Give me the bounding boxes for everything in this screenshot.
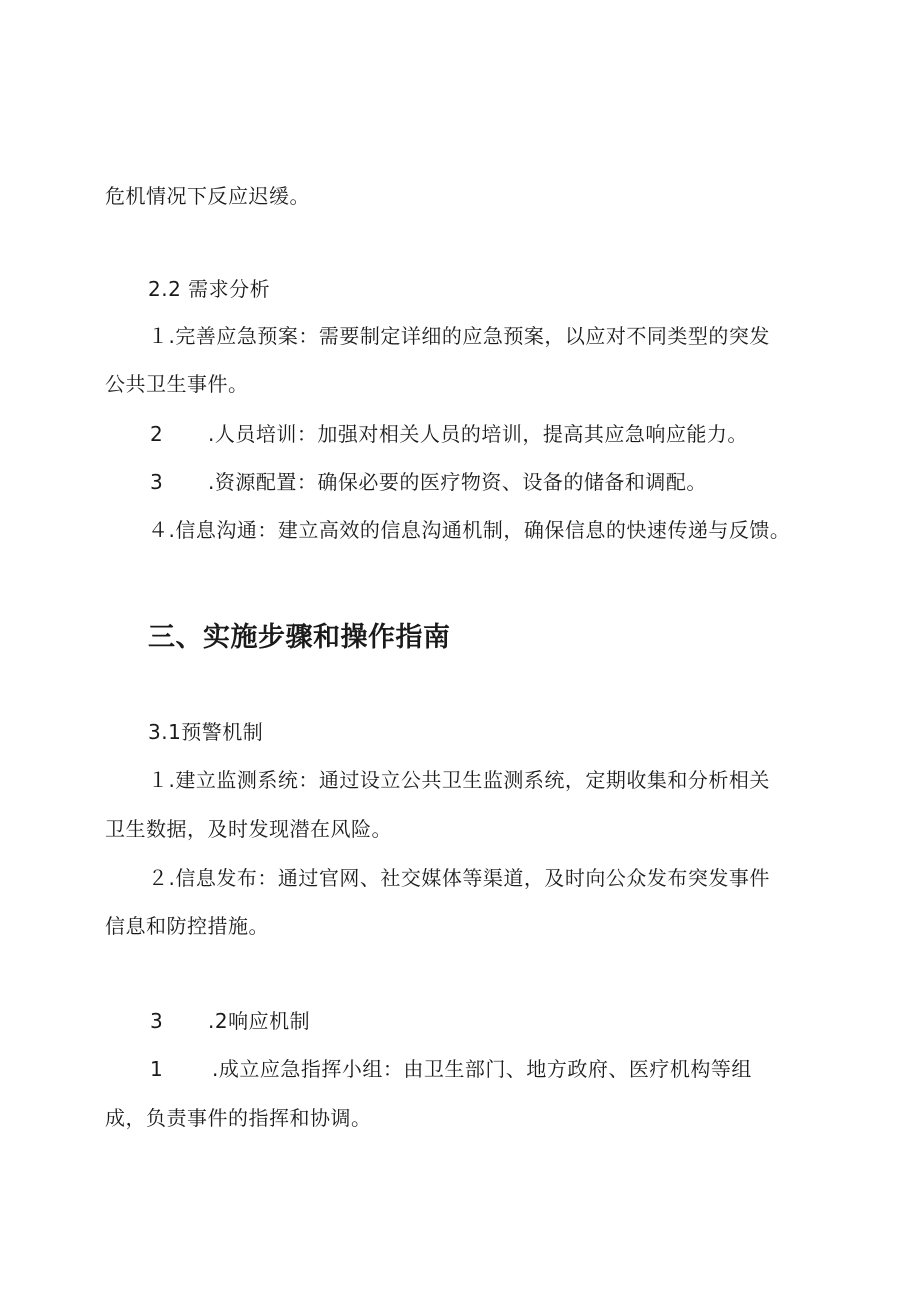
list-item-text: .人员培训：加强对相关人员的培训，提高其应急响应能力。 <box>208 422 748 446</box>
list-item-3-2-1-line1 <box>150 1055 752 1083</box>
section-3-heading: 三、实施步骤和操作指南 <box>148 622 451 653</box>
list-item-number: 2 <box>150 422 164 446</box>
list-item-3-1-2-line2: 信息和防控措施。 <box>105 914 269 938</box>
section-number: 3 <box>150 1009 164 1033</box>
list-item-2-2-3 <box>150 468 707 496</box>
list-item-2-2-2 <box>150 420 748 448</box>
list-item-2-2-4: ４.信息沟通：建立高效的信息沟通机制，确保信息的快速传递与反馈。 <box>148 518 791 542</box>
section-3-2-title <box>150 1007 310 1035</box>
list-item-number: 1 <box>150 1057 164 1081</box>
list-item-3-1-1-line2: 卫生数据，及时发现潜在风险。 <box>105 817 392 841</box>
section-title-text: .2响应机制 <box>208 1009 311 1033</box>
list-item-3-1-2-line1: ２.信息发布：通过官网、社交媒体等渠道，及时向公众发布突发事件 <box>148 866 770 890</box>
continuation-text: 危机情况下反应迟缓。 <box>105 184 310 208</box>
list-item-2-2-1-line2: 公共卫生事件。 <box>105 372 249 396</box>
list-item-2-2-1-line1: １.完善应急预案：需要制定详细的应急预案，以应对不同类型的突发 <box>148 324 770 348</box>
list-item-3-1-1-line1: １.建立监测系统：通过设立公共卫生监测系统，定期收集和分析相关 <box>148 768 770 792</box>
list-item-3-2-1-line2: 成，负责事件的指挥和协调。 <box>105 1106 372 1130</box>
section-3-1-title: 3.1预警机制 <box>148 720 264 744</box>
list-item-text: .资源配置：确保必要的医疗物资、设备的储备和调配。 <box>208 470 707 494</box>
list-item-text: .成立应急指挥小组：由卫生部门、地方政府、医疗机构等组 <box>212 1057 752 1081</box>
section-2-2-title: 2.2 需求分析 <box>148 277 271 301</box>
list-item-number: 3 <box>150 470 164 494</box>
